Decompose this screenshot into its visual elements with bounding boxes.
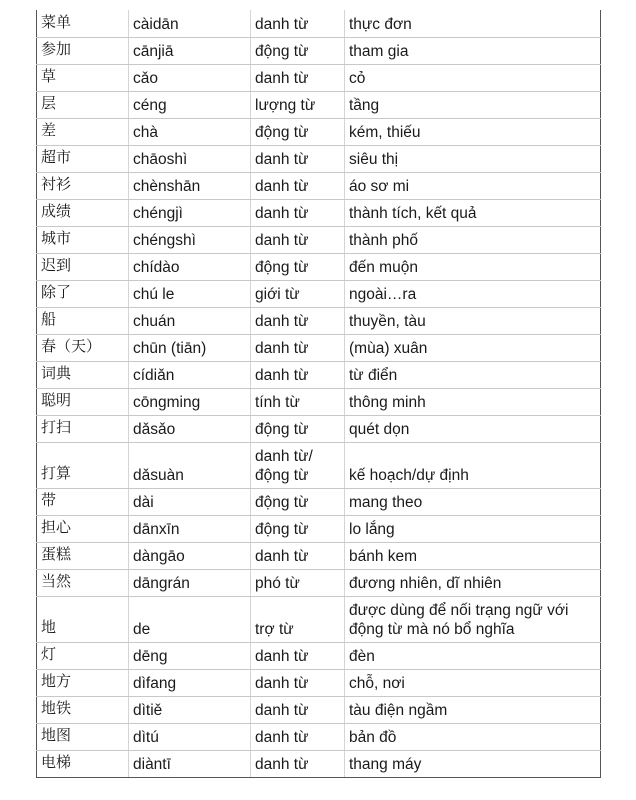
meaning-cell: siêu thị <box>345 145 601 172</box>
meaning-cell: kế hoạch/dự định <box>345 442 601 488</box>
table-row <box>37 388 601 415</box>
part-of-speech-cell: tính từ <box>251 388 345 415</box>
hanzi-cell: 菜单 <box>37 10 129 37</box>
part-of-speech-cell: động từ <box>251 253 345 280</box>
meaning-cell: đến muộn <box>345 253 601 280</box>
part-of-speech-cell: danh từ <box>251 64 345 91</box>
table-row <box>37 10 601 37</box>
meaning-cell: chỗ, nơi <box>345 669 601 696</box>
part-of-speech-cell: danh từ <box>251 334 345 361</box>
meaning-cell: mang theo <box>345 488 601 515</box>
hanzi-cell: 电梯 <box>37 750 129 777</box>
pinyin-cell: chídào <box>129 253 251 280</box>
pinyin-cell: dàngāo <box>129 542 251 569</box>
meaning-cell: được dùng để nối trạng ngữ với động từ mà nó bổ nghĩa <box>345 596 601 642</box>
part-of-speech-cell: danh từ <box>251 10 345 37</box>
hanzi-cell: 迟到 <box>37 253 129 280</box>
meaning-cell: (mùa) xuân <box>345 334 601 361</box>
pinyin-cell: dìtú <box>129 723 251 750</box>
meaning-cell: tầng <box>345 91 601 118</box>
table-row <box>37 37 601 64</box>
hanzi-cell: 当然 <box>37 569 129 596</box>
pinyin-cell: chú le <box>129 280 251 307</box>
hanzi-cell: 蛋糕 <box>37 542 129 569</box>
meaning-cell: ngoài…ra <box>345 280 601 307</box>
pinyin-cell: dānxīn <box>129 515 251 542</box>
table-row <box>37 226 601 253</box>
part-of-speech-cell: danh từ <box>251 696 345 723</box>
part-of-speech-cell: giới từ <box>251 280 345 307</box>
pinyin-cell: chuán <box>129 307 251 334</box>
table-row <box>37 596 601 642</box>
meaning-cell: tàu điện ngầm <box>345 696 601 723</box>
table-row <box>37 118 601 145</box>
hanzi-cell: 聪明 <box>37 388 129 415</box>
table-row <box>37 750 601 777</box>
pinyin-cell: cānjiā <box>129 37 251 64</box>
table-row <box>37 199 601 226</box>
part-of-speech-cell: động từ <box>251 37 345 64</box>
meaning-cell: đèn <box>345 642 601 669</box>
part-of-speech-cell: động từ <box>251 118 345 145</box>
part-of-speech-cell: lượng từ <box>251 91 345 118</box>
table-row <box>37 669 601 696</box>
table-row <box>37 515 601 542</box>
pinyin-cell: cōngming <box>129 388 251 415</box>
table-row <box>37 361 601 388</box>
pinyin-cell: cǎo <box>129 64 251 91</box>
table-row <box>37 64 601 91</box>
hanzi-cell: 词典 <box>37 361 129 388</box>
vocabulary-table-body <box>37 10 601 777</box>
table-row <box>37 172 601 199</box>
part-of-speech-cell: danh từ <box>251 361 345 388</box>
pinyin-cell: dìfang <box>129 669 251 696</box>
meaning-cell: từ điển <box>345 361 601 388</box>
part-of-speech-cell: phó từ <box>251 569 345 596</box>
table-row <box>37 488 601 515</box>
meaning-cell: cỏ <box>345 64 601 91</box>
hanzi-cell: 打算 <box>37 442 129 488</box>
hanzi-cell: 带 <box>37 488 129 515</box>
pinyin-cell: dǎsǎo <box>129 415 251 442</box>
hanzi-cell: 船 <box>37 307 129 334</box>
part-of-speech-cell: động từ <box>251 415 345 442</box>
hanzi-cell: 除了 <box>37 280 129 307</box>
table-row <box>37 642 601 669</box>
hanzi-cell: 打扫 <box>37 415 129 442</box>
part-of-speech-cell: danh từ <box>251 642 345 669</box>
meaning-cell: thang máy <box>345 750 601 777</box>
pinyin-cell: dài <box>129 488 251 515</box>
meaning-cell: kém, thiếu <box>345 118 601 145</box>
hanzi-cell: 地图 <box>37 723 129 750</box>
part-of-speech-cell: trợ từ <box>251 596 345 642</box>
table-row <box>37 91 601 118</box>
pinyin-cell: chéngshì <box>129 226 251 253</box>
meaning-cell: thành phố <box>345 226 601 253</box>
hanzi-cell: 地铁 <box>37 696 129 723</box>
table-row <box>37 253 601 280</box>
meaning-cell: thực đơn <box>345 10 601 37</box>
hanzi-cell: 城市 <box>37 226 129 253</box>
part-of-speech-cell: danh từ <box>251 145 345 172</box>
meaning-cell: thông minh <box>345 388 601 415</box>
pinyin-cell: dǎsuàn <box>129 442 251 488</box>
hanzi-cell: 地方 <box>37 669 129 696</box>
hanzi-cell: 地 <box>37 596 129 642</box>
part-of-speech-cell: danh từ <box>251 669 345 696</box>
table-row <box>37 307 601 334</box>
meaning-cell: tham gia <box>345 37 601 64</box>
hanzi-cell: 层 <box>37 91 129 118</box>
pinyin-cell: diàntī <box>129 750 251 777</box>
pinyin-cell: chūn (tiān) <box>129 334 251 361</box>
hanzi-cell: 差 <box>37 118 129 145</box>
pinyin-cell: chènshān <box>129 172 251 199</box>
meaning-cell: lo lắng <box>345 515 601 542</box>
hanzi-cell: 春（天） <box>37 334 129 361</box>
meaning-cell: bánh kem <box>345 542 601 569</box>
hanzi-cell: 灯 <box>37 642 129 669</box>
pinyin-cell: dìtiě <box>129 696 251 723</box>
hanzi-cell: 草 <box>37 64 129 91</box>
pinyin-cell: cídiǎn <box>129 361 251 388</box>
hanzi-cell: 超市 <box>37 145 129 172</box>
meaning-cell: áo sơ mi <box>345 172 601 199</box>
pinyin-cell: chāoshì <box>129 145 251 172</box>
pinyin-cell: càidān <box>129 10 251 37</box>
table-row <box>37 569 601 596</box>
table-row <box>37 442 601 488</box>
part-of-speech-cell: danh từ <box>251 542 345 569</box>
table-row <box>37 280 601 307</box>
hanzi-cell: 参加 <box>37 37 129 64</box>
hanzi-cell: 担心 <box>37 515 129 542</box>
table-row <box>37 696 601 723</box>
table-row <box>37 145 601 172</box>
pinyin-cell: céng <box>129 91 251 118</box>
pinyin-cell: de <box>129 596 251 642</box>
part-of-speech-cell: danh từ <box>251 199 345 226</box>
part-of-speech-cell: động từ <box>251 515 345 542</box>
part-of-speech-cell: động từ <box>251 488 345 515</box>
table-row <box>37 415 601 442</box>
part-of-speech-cell: danh từ <box>251 750 345 777</box>
hanzi-cell: 衬衫 <box>37 172 129 199</box>
pinyin-cell: chà <box>129 118 251 145</box>
table-row <box>37 542 601 569</box>
vocabulary-table <box>36 10 601 778</box>
meaning-cell: quét dọn <box>345 415 601 442</box>
part-of-speech-cell: danh từ <box>251 172 345 199</box>
part-of-speech-cell: danh từ/động từ <box>251 442 345 488</box>
pinyin-cell: chéngjì <box>129 199 251 226</box>
table-row <box>37 334 601 361</box>
pinyin-cell: dēng <box>129 642 251 669</box>
table-row <box>37 723 601 750</box>
meaning-cell: thuyền, tàu <box>345 307 601 334</box>
hanzi-cell: 成绩 <box>37 199 129 226</box>
meaning-cell: bản đồ <box>345 723 601 750</box>
part-of-speech-cell: danh từ <box>251 723 345 750</box>
meaning-cell: đương nhiên, dĩ nhiên <box>345 569 601 596</box>
meaning-cell: thành tích, kết quả <box>345 199 601 226</box>
part-of-speech-cell: danh từ <box>251 226 345 253</box>
part-of-speech-cell: danh từ <box>251 307 345 334</box>
pinyin-cell: dāngrán <box>129 569 251 596</box>
